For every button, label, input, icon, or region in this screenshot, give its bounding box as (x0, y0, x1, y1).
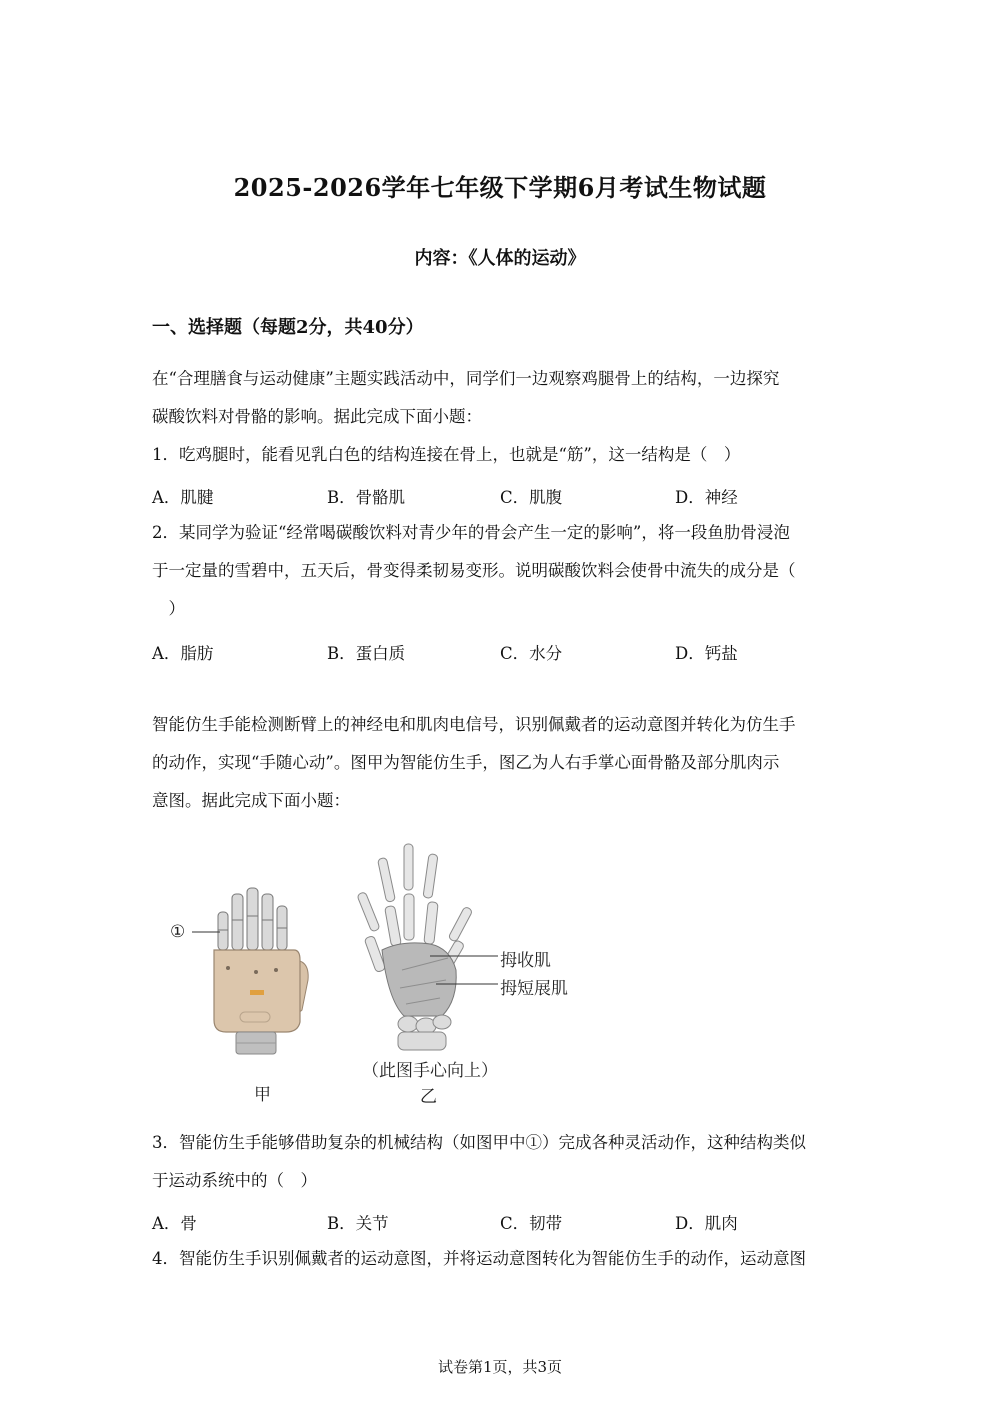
question-2-options (152, 640, 852, 666)
section-heading: 一、选择题（每题2分，共40分） (152, 317, 424, 338)
page-footer: 试卷第1页，共3页 (437, 1358, 563, 1376)
page-subtitle: 内容：《人体的运动》 (414, 248, 586, 269)
intro-line: 碳酸饮料对骨骼的影响。据此完成下面小题： (152, 407, 482, 426)
option-b: B．骨骼肌 (327, 488, 406, 507)
question-3-stem (152, 1124, 852, 1200)
hand-skeleton-figure (352, 840, 502, 1060)
group1-intro (152, 360, 852, 436)
intro-line: 在“合理膳食与运动健康”主题实践活动中，同学们一边观察鸡腿骨上的结构，一边探究 (152, 369, 780, 388)
question-1-options (152, 484, 852, 510)
question-2-stem (152, 514, 852, 628)
question-4-stem: 4．智能仿生手识别佩戴者的运动意图，并将运动意图转化为智能仿生手的动作，运动意图 (152, 1249, 806, 1268)
option-d: D．神经 (675, 488, 738, 507)
option-c: C．韧带 (500, 1214, 563, 1233)
option-c: C．肌腹 (500, 488, 563, 507)
option-b: B．蛋白质 (327, 644, 406, 663)
option-a: A．骨 (152, 1214, 197, 1233)
stem-line: 3．智能仿生手能够借助复杂的机械结构（如图甲中①）完成各种灵活动作，这种结构类似 (152, 1133, 806, 1152)
figure-a-label: 甲 (254, 1085, 271, 1105)
muscle-label-adductor: 拇收肌 (500, 951, 551, 971)
group2-intro (152, 706, 852, 820)
stem-line: 于一定量的雪碧中，五天后，骨变得柔韧易变形。说明碳酸饮料会使骨中流失的成分是（ (152, 561, 796, 580)
muscle-label-abductor: 拇短展肌 (500, 979, 568, 999)
page-title: 2025-2026学年七年级下学期6月考试生物试题 (233, 173, 767, 202)
stem-line: 于运动系统中的（ ） (152, 1171, 317, 1190)
marker-1-label: ① (170, 922, 186, 942)
option-c: C．水分 (500, 644, 563, 663)
option-a: A．脂肪 (152, 644, 214, 663)
bionic-hand-figure (170, 880, 330, 1060)
option-d: D．钙盐 (675, 644, 738, 663)
option-d: D．肌肉 (675, 1214, 738, 1233)
option-b: B．关节 (327, 1214, 389, 1233)
stem-line: ） (152, 599, 185, 618)
figure-b-label: 乙 (420, 1087, 437, 1107)
intro-line: 智能仿生手能检测断臂上的神经电和肌肉电信号，识别佩戴者的运动意图并转化为仿生手 (152, 715, 796, 734)
option-a: A．肌腱 (152, 488, 214, 507)
intro-line: 意图。据此完成下面小题： (152, 791, 350, 810)
question-1-stem: 1．吃鸡腿时，能看见乳白色的结构连接在骨上，也就是“筋”，这一结构是（ ） (152, 445, 741, 464)
question-3-options (152, 1210, 852, 1236)
figure-b-caption: （此图手心向上） (362, 1061, 498, 1081)
stem-line: 2．某同学为验证“经常喝碳酸饮料对青少年的骨会产生一定的影响”，将一段鱼肋骨浸泡 (152, 523, 790, 542)
intro-line: 的动作，实现“手随心动”。图甲为智能仿生手，图乙为人右手掌心面骨骼及部分肌肉示 (152, 753, 780, 772)
